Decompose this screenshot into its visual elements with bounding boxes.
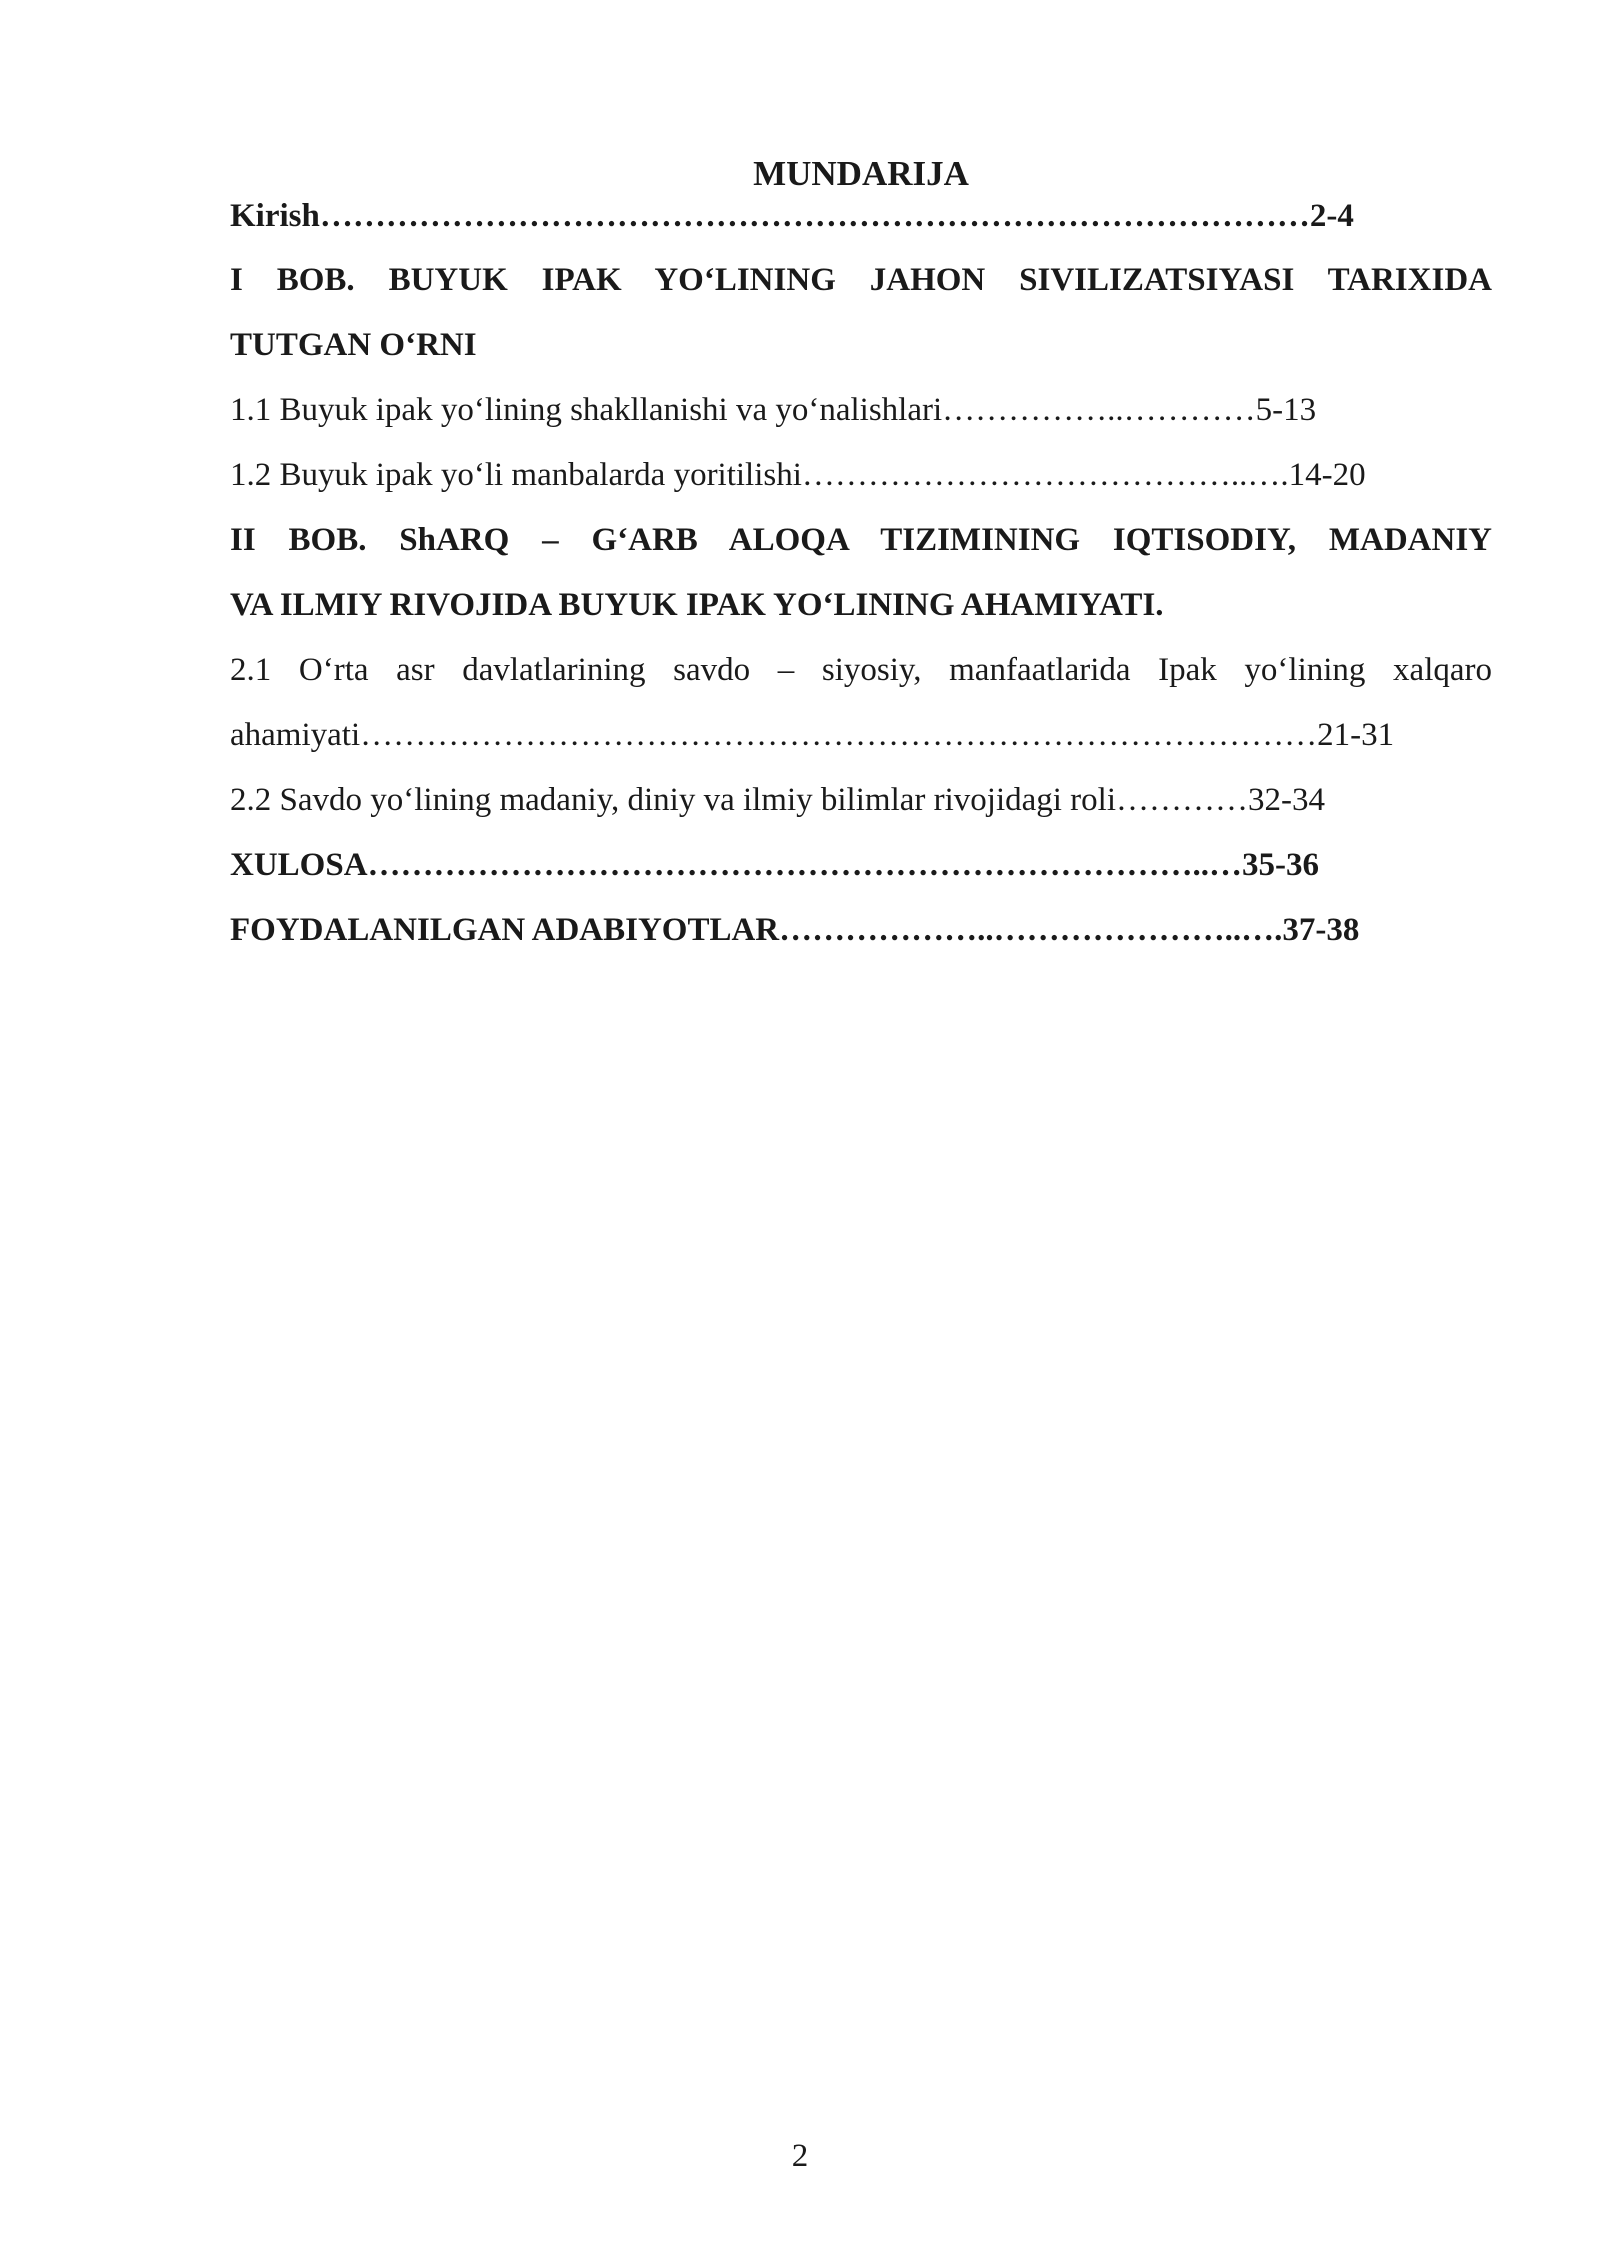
toc-entry-1-2: 1.2 Buyuk ipak yo‘li manbalarda yoritilishi…………………………………..….14-20: [230, 457, 1366, 493]
toc-chapter-2-heading-line-2: VA ILMIY RIVOJIDA BUYUK IPAK YO‘LINING AHAMIYATI.: [230, 587, 1164, 623]
page-number: 2: [791, 2138, 809, 2174]
table-of-contents: [230, 148, 1492, 963]
toc-title: MUNDARIJA: [753, 154, 969, 193]
toc-entry-1-1: 1.1 Buyuk ipak yo‘lining shakllanishi va yo‘nalishlari……………..…………5-13: [230, 392, 1317, 428]
toc-entry-2-2: 2.2 Savdo yo‘lining madaniy, diniy va ilmiy bilimlar rivojidagi roli…………32-34: [230, 782, 1325, 818]
toc-chapter-1-heading-line-1: I BOB. BUYUK IPAK YO‘LINING JAHON SIVILIZATSIYASI TARIXIDA: [230, 262, 1492, 298]
toc-entry-references: FOYDALANILGAN ADABIYOTLAR………………..…………………..….37-38: [230, 912, 1360, 948]
toc-entry-introduction: Kirish………………………………………………………………………………2-4: [230, 198, 1354, 234]
toc-entry-2-1-line-2: ahamiyati……………………………………………………………………………21-31: [230, 717, 1395, 753]
toc-chapter-1-heading-line-2: TUTGAN O‘RNI: [230, 327, 477, 363]
toc-entry-conclusion: XULOSA…………………………………………………………………..…35-36: [230, 847, 1320, 883]
toc-entry-2-1-line-1: 2.1 O‘rta asr davlatlarining savdo – siyosiy, manfaatlarida Ipak yo‘lining xalqaro: [230, 652, 1492, 688]
toc-chapter-2-heading-line-1: II BOB. ShARQ – G‘ARB ALOQA TIZIMINING IQTISODIY, MADANIY: [230, 522, 1492, 558]
